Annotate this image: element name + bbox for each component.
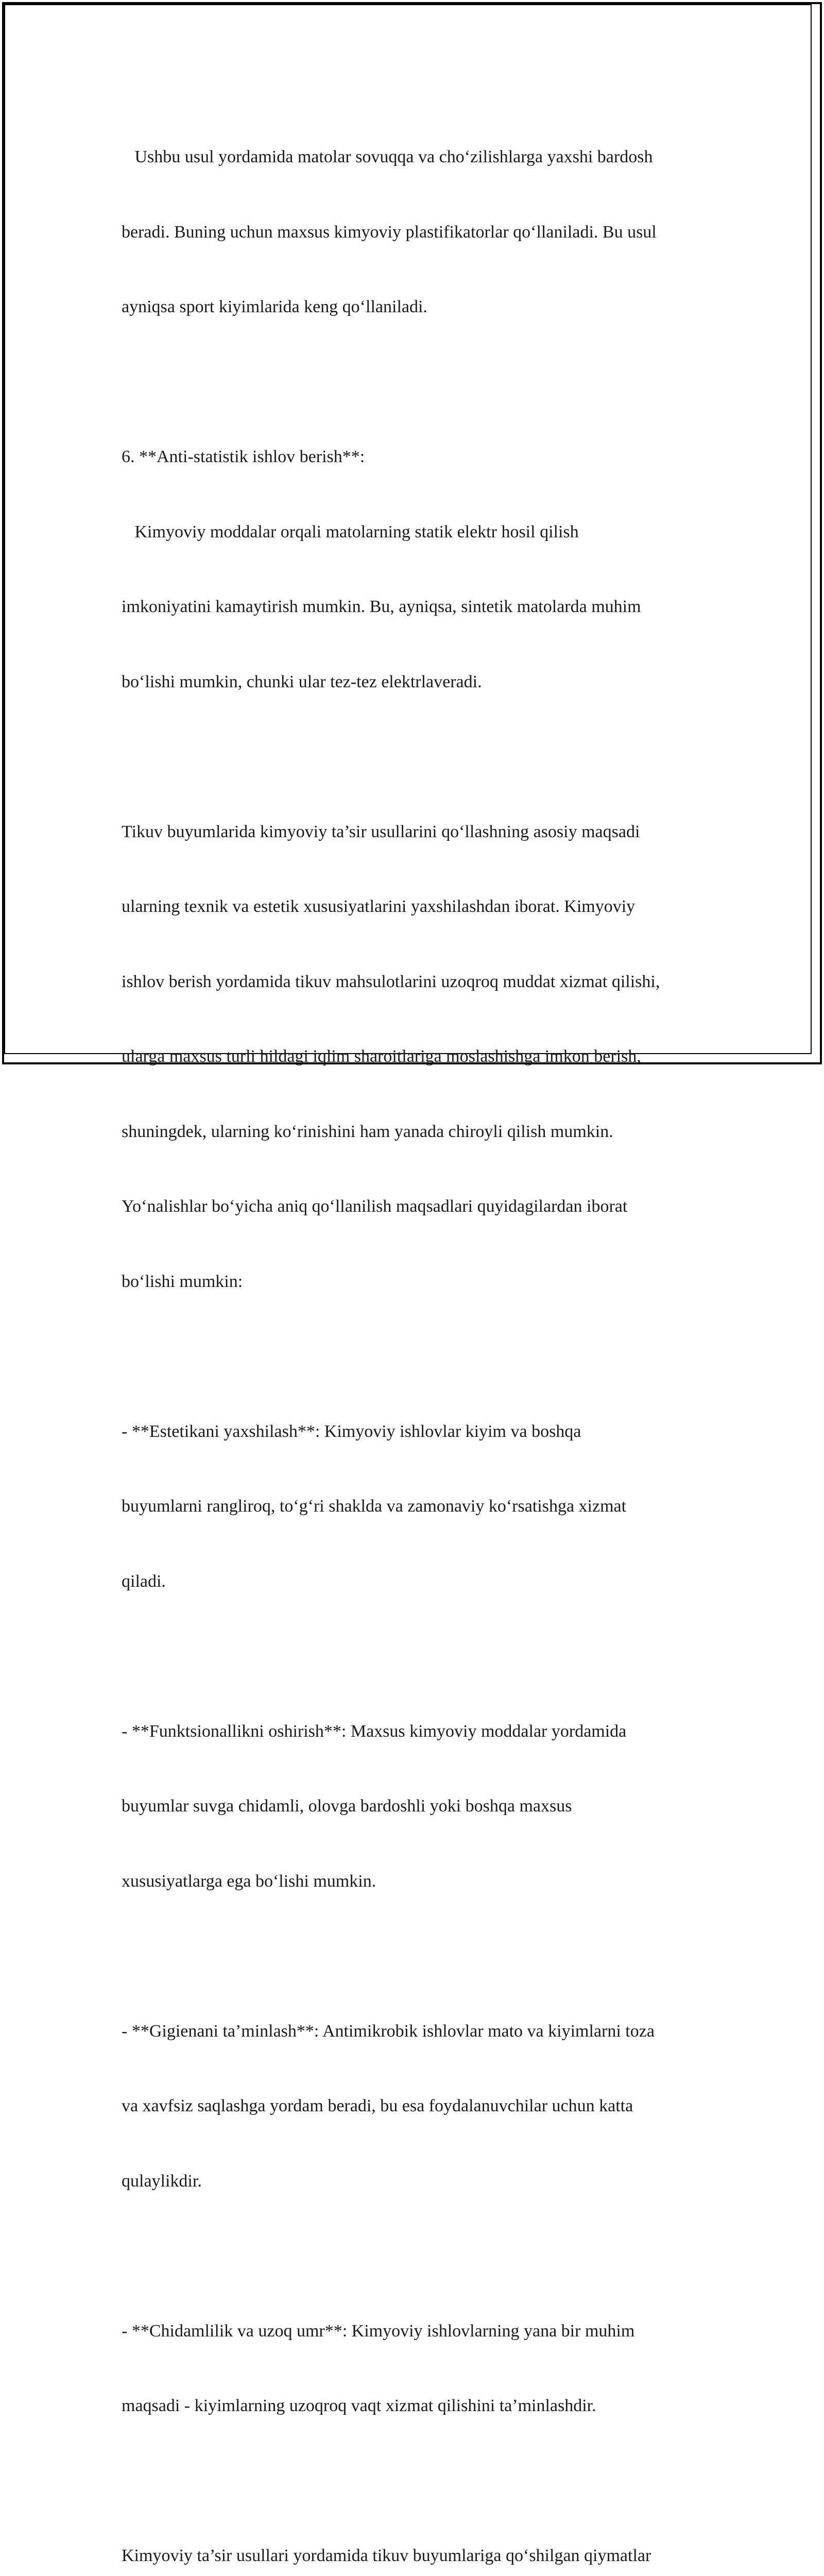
text-line: Ushbu usul yordamida matolar sovuqqa va cho‘zilishlarga yaxshi bardosh: [122, 147, 653, 166]
text-line: - **Gigienani ta’minlash**: Antimikrobik ishlovlar mato va kiyimlarni toza: [122, 2021, 655, 2041]
text-line: Tikuv buyumlarida kimyoviy ta’sir usullarini qo‘llashning asosiy maqsadi: [122, 822, 640, 841]
text-line: xususiyatlarga ega bo‘lishi mumkin.: [122, 1871, 376, 1891]
list-item-durability: [122, 2269, 709, 2469]
document-body: [122, 95, 709, 2576]
text-line: shuningdek, ularning ko‘rinishini ham yanada chiroyli qilish mumkin.: [122, 1122, 613, 1141]
text-line: imkoniyatini kamaytirish mumkin. Bu, ayniqsa, sintetik matolarda muhim: [122, 597, 641, 616]
paragraph-plastification-intro: [122, 95, 709, 370]
list-item-functionality: [122, 1669, 709, 1944]
text-line: - **Estetikani yaxshilash**: Kimyoviy ishlovlar kiyim va boshqa: [122, 1421, 581, 1441]
text-line: qulaylikdir.: [122, 2171, 202, 2191]
text-line: bo‘lishi mumkin:: [122, 1272, 243, 1291]
text-line: ularga maxsus turli hildagi iqlim sharoitlariga moslashishga imkon berish,: [122, 1047, 641, 1066]
paragraph-purpose: [122, 770, 709, 1345]
text-line: ishlov berish yordamida tikuv mahsulotlarini uzoqroq muddat xizmat qilishi,: [122, 972, 660, 991]
text-line: bo‘lishi mumkin, chunki ular tez-tez elektrlaveradi.: [122, 672, 482, 691]
section-heading: 6. **Anti-statistik ishlov berish**:: [122, 447, 365, 466]
text-line: buyumlar suvga chidamli, olovga bardoshli yoki boshqa maxsus: [122, 1797, 572, 1816]
paragraph-anti-static: [122, 395, 709, 744]
text-line: qiladi.: [122, 1571, 166, 1591]
paragraph-conclusion: [122, 2494, 709, 2576]
text-line: Yo‘nalishlar bo‘yicha aniq qo‘llanilish maqsadlari quyidagilardan iborat: [122, 1197, 628, 1216]
text-line: ayniqsa sport kiyimlarida keng qo‘llaniladi.: [122, 297, 427, 316]
list-item-aesthetics: [122, 1369, 709, 1645]
list-item-hygiene: [122, 1969, 709, 2244]
text-line: Kimyoviy moddalar orqali matolarning statik elektr hosil qilish: [122, 522, 579, 541]
text-line: va xavfsiz saqlashga yordam beradi, bu esa foydalanuvchilar uchun katta: [122, 2096, 633, 2115]
text-line: - **Funktsionallikni oshirish**: Maxsus kimyoviy moddalar yordamida: [122, 1721, 627, 1741]
text-line: Kimyoviy ta’sir usullari yordamida tikuv buyumlariga qo‘shilgan qiymatlar: [122, 2546, 651, 2565]
text-line: - **Chidamlilik va uzoq umr**: Kimyoviy ishlovlarning yana bir muhim: [122, 2321, 635, 2341]
text-line: maqsadi - kiyimlarning uzoqroq vaqt xizmat qilishini ta’minlashdir.: [122, 2396, 596, 2415]
text-line: beradi. Buning uchun maxsus kimyoviy plastifikatorlar qo‘llaniladi. Bu usul: [122, 222, 657, 242]
text-line: buyumlarni rangliroq, to‘g‘ri shaklda va zamonaviy ko‘rsatishga xizmat: [122, 1497, 627, 1516]
text-line: ularning texnik va estetik xususiyatlarini yaxshilashdan iborat. Kimyoviy: [122, 897, 636, 916]
